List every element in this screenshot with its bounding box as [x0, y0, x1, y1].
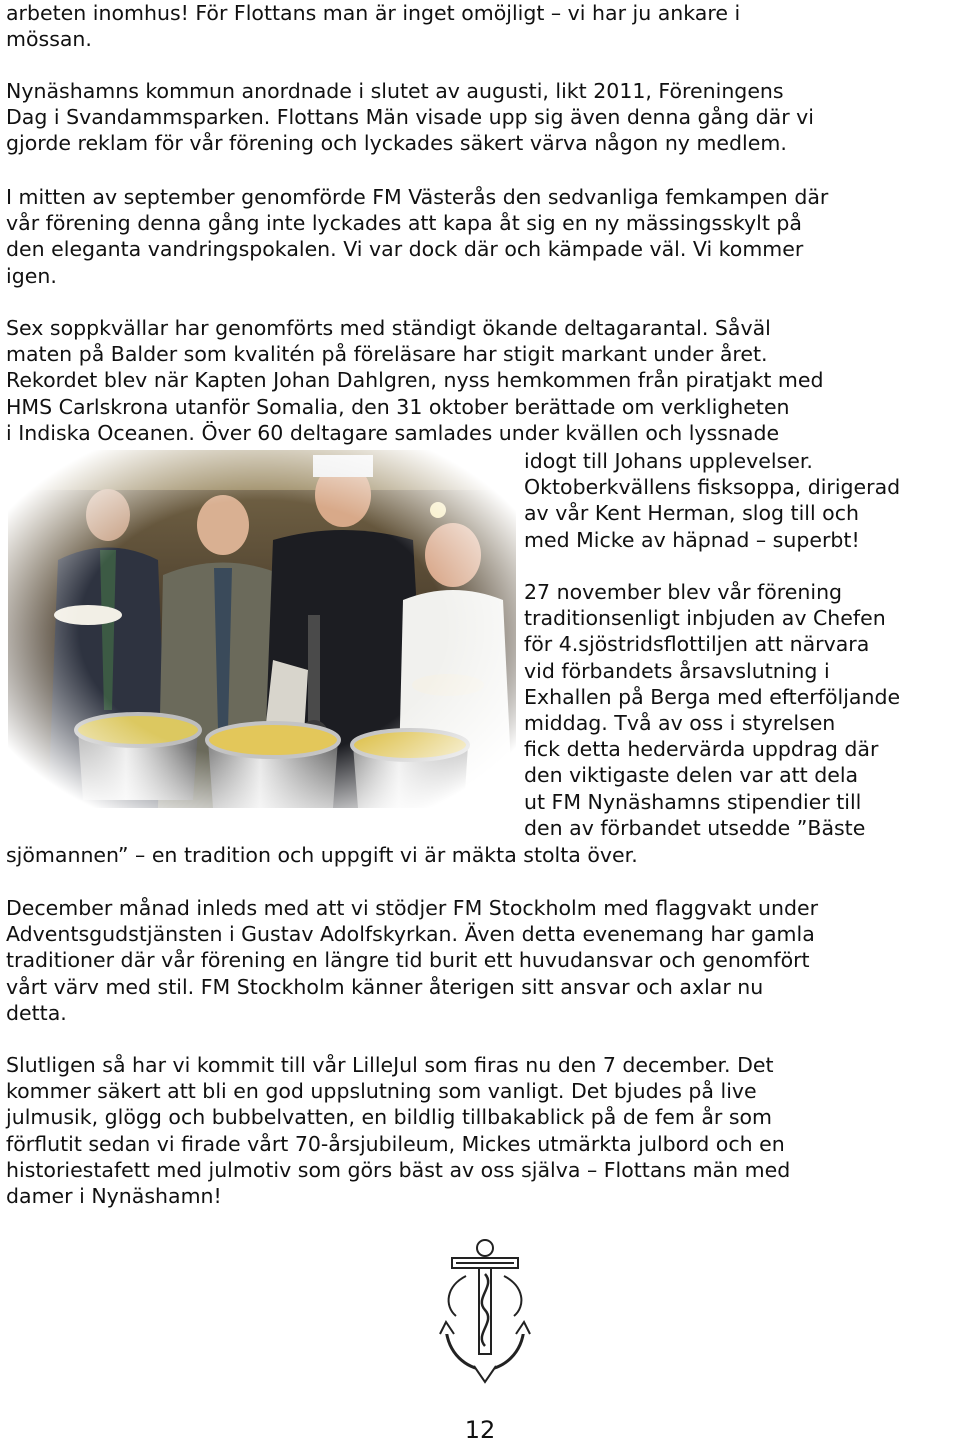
text-line: ut FM Nynäshamns stipendier till	[524, 789, 862, 814]
photo-soup-evening	[8, 450, 516, 808]
text-line: traditionsenligt inbjuden av Chefen	[524, 606, 886, 631]
text-line: igen.	[6, 263, 57, 288]
paragraph-fisksoppa	[524, 448, 900, 553]
paragraph-foreningens-dag	[6, 78, 814, 157]
text-line: Exhallen på Berga med efterföljande	[524, 684, 901, 709]
text-line: I mitten av september genomförde FM Västerås den sedvanliga femkampen där	[6, 185, 829, 209]
paragraph-femkampen	[6, 184, 828, 289]
text-line: för 4.sjöstridsflottiljen att närvara	[524, 632, 870, 657]
text-line: i Indiska Oceanen. Över 60 deltagare samlades under kvällen och lyssnade	[6, 420, 780, 445]
text-line: 27 november blev vår förening	[524, 580, 843, 604]
text-line: damer i Nynäshamn!	[6, 1184, 222, 1209]
text-line: fick detta hedervärda uppdrag där	[524, 737, 879, 762]
paragraph-intro	[6, 0, 740, 52]
text-line: den eleganta vandringspokalen. Vi var dock där och kämpade väl. Vi kommer	[6, 237, 804, 262]
text-line: middag. Två av oss i styrelsen	[524, 711, 836, 736]
text-line: med Micke av häpnad – superbt!	[524, 527, 860, 552]
text-line: Sex soppkvällar har genomförts med ständigt ökande deltagarantal. Såväl	[6, 316, 771, 340]
text-line: förflutit sedan vi firade vårt 70-årsjubileum, Mickes utmärkta julbord och en	[6, 1131, 785, 1156]
text-line: historiestafett med julmotiv som görs bäst av oss själva – Flottans män med	[6, 1157, 791, 1182]
text-line: December månad inleds med att vi stödjer FM Stockholm med flaggvakt under	[6, 896, 818, 920]
text-line: Dag i Svandammsparken. Flottans Män visade upp sig även denna gång där vi	[6, 105, 814, 130]
paragraph-december	[6, 895, 818, 1026]
text-line: arbeten inomhus! För Flottans man är inget omöjligt – vi har ju ankare i	[6, 1, 741, 25]
text-line: mössan.	[6, 27, 92, 52]
text-line: av vår Kent Herman, slog till och	[524, 501, 859, 526]
text-line: traditioner där vår förening en längre tid burit ett huvudansvar och genomfört	[6, 948, 810, 973]
paragraph-soppkvallar	[6, 315, 824, 446]
text-line: vår förening denna gång inte lyckades att kapa åt sig en ny mässingsskylt på	[6, 211, 802, 236]
text-line: den viktigaste delen var att dela	[524, 763, 859, 788]
text-line: Adventsgudstjänsten i Gustav Adolfskyrkan. Även detta evenemang har gamla	[6, 922, 815, 947]
page-number: 12	[464, 1416, 496, 1444]
anchor-icon	[426, 1236, 544, 1386]
text-line: kommer säkert att bli en god uppslutning som vanligt. Det bjudes på live	[6, 1079, 757, 1104]
text-line: HMS Carlskrona utanför Somalia, den 31 oktober berättade om verkligheten	[6, 394, 790, 419]
text-line: idogt till Johans upplevelser.	[524, 449, 813, 473]
paragraph-sjomannen	[6, 842, 638, 868]
text-line: Oktoberkvällens fisksoppa, dirigerad	[524, 475, 901, 500]
text-line: Nynäshamns kommun anordnade i slutet av augusti, likt 2011, Föreningens	[6, 79, 784, 103]
text-line: sjömannen” – en tradition och uppgift vi är mäkta stolta över.	[6, 843, 638, 867]
text-line: vårt värv med stil. FM Stockholm känner återigen sitt ansvar och axlar nu	[6, 974, 764, 999]
paragraph-arsavslutning	[524, 579, 900, 841]
text-line: den av förbandet utsedde ”Bäste	[524, 815, 866, 840]
text-line: julmusik, glögg och bubbelvatten, en bildlig tillbakablick på de fem år som	[6, 1105, 773, 1130]
text-line: Rekordet blev när Kapten Johan Dahlgren, nyss hemkommen från piratjakt med	[6, 368, 824, 393]
paragraph-lillejul	[6, 1052, 790, 1209]
text-line: vid förbandets årsavslutning i	[524, 658, 830, 683]
text-line: gjorde reklam för vår förening och lyckades säkert värva någon ny medlem.	[6, 131, 787, 156]
anchor-drawing	[426, 1236, 544, 1386]
text-line: maten på Balder som kvalitén på föreläsare har stigit markant under året.	[6, 342, 768, 367]
text-line: detta.	[6, 1000, 67, 1025]
text-line: Slutligen så har vi kommit till vår LilleJul som firas nu den 7 december. Det	[6, 1053, 774, 1077]
soup-evening-photo	[8, 450, 516, 808]
